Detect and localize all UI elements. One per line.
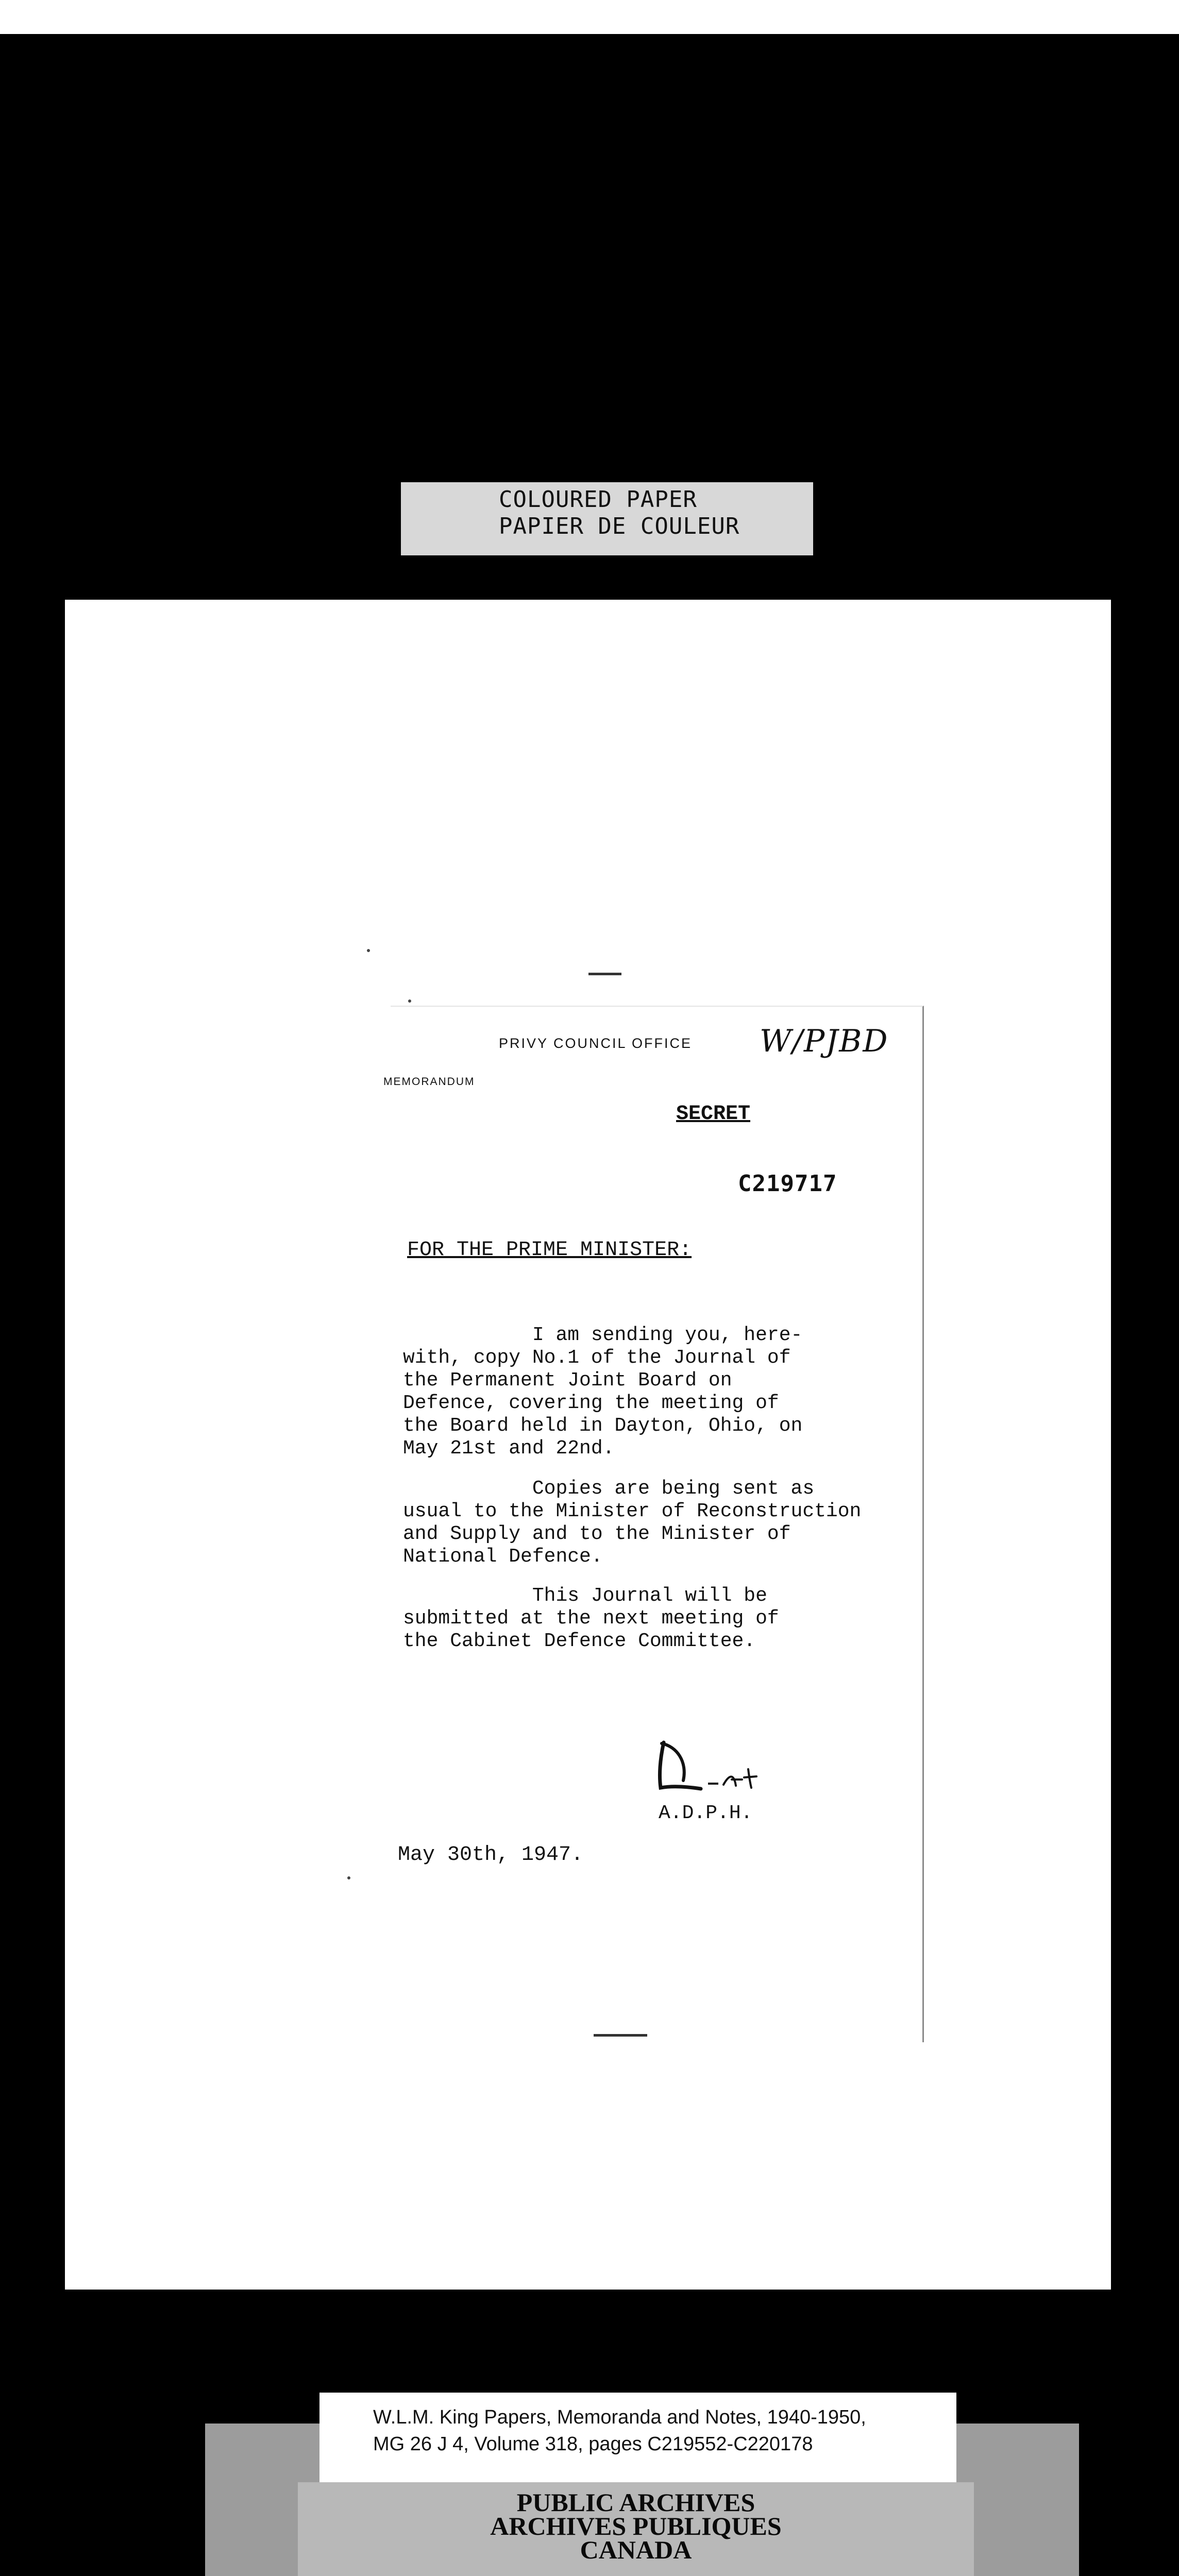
archives-title-line2: ARCHIVES PUBLIQUES	[490, 2512, 782, 2540]
memo-paragraph-3: This Journal will be submitted at the next meeting of the Cabinet Defence Committee.	[403, 1585, 779, 1652]
signatory-initials: A.D.P.H.	[659, 1802, 753, 1824]
handwritten-signature	[651, 1736, 785, 1798]
memo-paragraph-2: Copies are being sent as usual to the Minister of Reconstruction and Supply and to the Minister of National Defence.	[403, 1478, 862, 1568]
page-mark-bottom	[594, 2034, 647, 2037]
coloured-paper-tag	[401, 482, 813, 555]
classification-marking: SECRET	[676, 1103, 751, 1126]
paper-speck	[408, 999, 411, 1003]
archives-title-line1: PUBLIC ARCHIVES	[516, 2488, 755, 2517]
memorandum-label: MEMORANDUM	[383, 1076, 475, 1088]
memo-paragraph-1: I am sending you, here- with, copy No.1 of the Journal of the Permanent Joint Board on Defence, covering the meeting of the Board held in Dayton, Ohio, on May 21st and 22nd.	[403, 1324, 803, 1460]
archive-caption-line2: MG 26 J 4, Volume 318, pages C219552-C220178	[373, 2433, 813, 2455]
handwritten-file-reference: W/PJBD	[760, 1023, 889, 1059]
coloured-paper-tag-line1: COLOURED PAPER	[499, 486, 697, 513]
page-mark-top	[588, 973, 621, 975]
archives-title-line3: CANADA	[580, 2535, 692, 2564]
paper-speck	[347, 1876, 350, 1879]
salutation: FOR THE PRIME MINISTER:	[407, 1239, 692, 1262]
document-number-stamp: C219717	[738, 1171, 837, 1197]
memo-date: May 30th, 1947.	[398, 1843, 584, 1867]
archive-caption-line1: W.L.M. King Papers, Memoranda and Notes, 1940-1950,	[373, 2406, 866, 2428]
office-heading: PRIVY COUNCIL OFFICE	[499, 1036, 693, 1051]
coloured-paper-tag-line2: PAPIER DE COULEUR	[499, 513, 740, 539]
archive-caption	[319, 2393, 956, 2482]
paper-speck	[367, 949, 370, 952]
public-archives-title	[298, 2490, 974, 2562]
